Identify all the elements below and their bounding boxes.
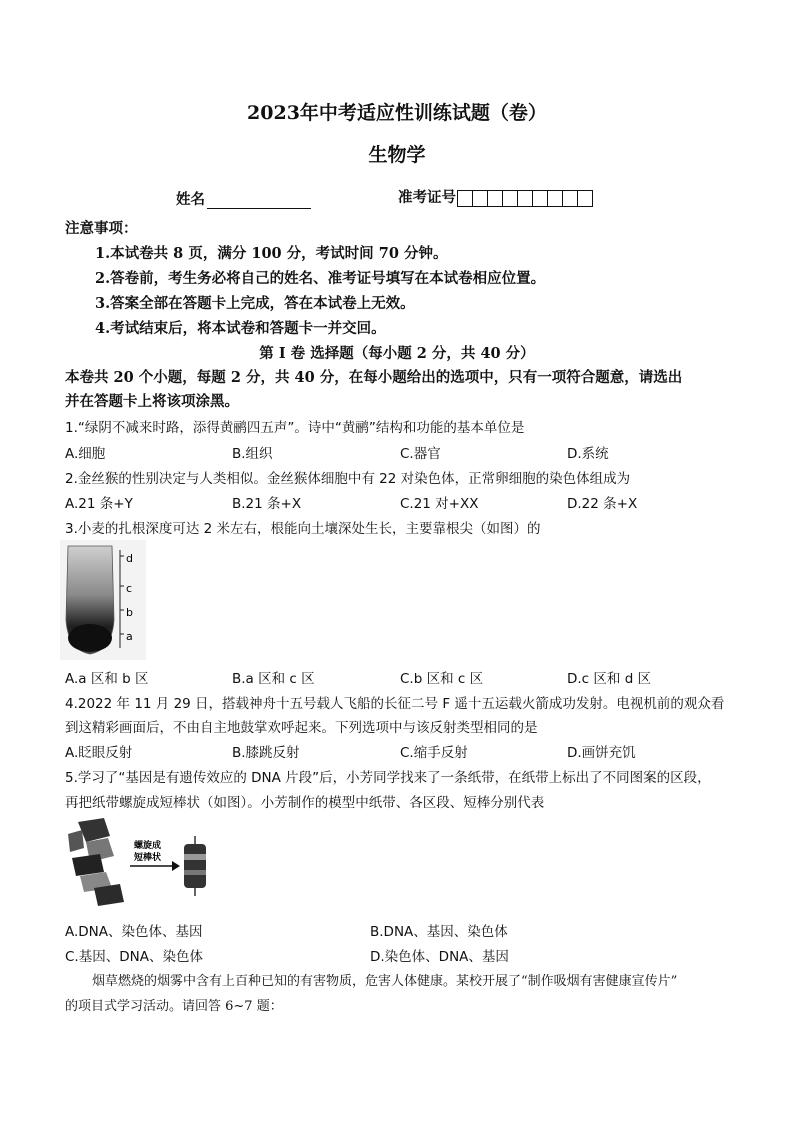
- exam-id-box: [502, 190, 518, 207]
- exam-id-boxes: [458, 190, 593, 207]
- option-a: A.细胞: [65, 446, 106, 462]
- short-rod: [184, 844, 206, 888]
- label-c: c: [126, 582, 133, 595]
- exam-id-field: [398, 186, 593, 207]
- exam-id-box: [547, 190, 563, 207]
- question-stem: 5.学习了“基因是有遗传效应的 DNA 片段”后，小芳同学找来了一条纸带，在纸带上标出了不同图案的区段，: [65, 770, 711, 786]
- section-title: 第 I 卷 选择题（每小题 2 分，共 40 分）: [259, 345, 535, 362]
- name-blank: [207, 194, 311, 209]
- note-item: 3.答案全部在答题卡上完成，答在本试卷上无效。: [95, 295, 415, 312]
- exam-id-label: 准考证号: [398, 189, 456, 206]
- question-stem: 4.2022 年 11 月 29 日，搭载神舟十五号载人飞船的长征二号 F 遥十五运载火箭成功发射。电视机前的观众看: [65, 696, 725, 712]
- option-b: B.组织: [232, 446, 273, 462]
- notes-heading: 注意事项：: [65, 220, 138, 237]
- exam-id-box: [487, 190, 503, 207]
- root-cap-dark: [68, 624, 112, 652]
- option-a: A.眨眼反射: [65, 745, 133, 761]
- option-c: C.缩手反射: [400, 745, 468, 761]
- exam-id-box: [532, 190, 548, 207]
- question-stem: 再把纸带螺旋成短棒状（如图）。小芳制作的模型中纸带、各区段、短棒分别代表: [65, 795, 545, 811]
- option-c: C.器官: [400, 446, 441, 462]
- root-tip-figure: [60, 540, 146, 660]
- label-a: a: [126, 630, 133, 643]
- figure-label: 螺旋成: [134, 841, 162, 851]
- exam-id-box: [472, 190, 488, 207]
- note-item: 1.本试卷共 8 页，满分 100 分，考试时间 70 分钟。: [95, 245, 448, 262]
- exam-id-box: [562, 190, 578, 207]
- option-c: C.21 对+XX: [400, 496, 479, 512]
- option-a: A.a 区和 b 区: [65, 671, 149, 687]
- section-instruction: 并在答题卡上将该项涂黑。: [65, 393, 239, 410]
- option-a: A.21 条+Y: [65, 496, 133, 512]
- note-item: 4.考试结束后，将本试卷和答题卡一并交回。: [95, 320, 386, 337]
- option-c: C.b 区和 c 区: [400, 671, 484, 687]
- question-stem: 2.金丝猴的性别决定与人类相似。金丝猴体细胞中有 22 对染色体，正常卵细胞的染色体组成为: [65, 471, 631, 487]
- question-stem: 1.“绿阴不减来时路，添得黄鹂四五声”。诗中“黄鹂”结构和功能的基本单位是: [65, 420, 525, 436]
- question-stem: 到这精彩画面后，不由自主地鼓掌欢呼起来。下列选项中与该反射类型相同的是: [65, 720, 538, 736]
- subject-title: 生物学: [368, 144, 426, 166]
- option-d: D.画饼充饥: [567, 745, 636, 761]
- option-d: D.22 条+X: [567, 496, 638, 512]
- figure-label: 短棒状: [134, 853, 162, 863]
- option-b: B.a 区和 c 区: [232, 671, 315, 687]
- label-b: b: [126, 606, 133, 619]
- option-d: D.c 区和 d 区: [567, 671, 652, 687]
- section-instruction: 本卷共 20 个小题，每题 2 分，共 40 分，在每小题给出的选项中，只有一项符合题意，请选出: [65, 369, 683, 386]
- label-d: d: [126, 552, 133, 565]
- option-d: D.染色体、DNA、基因: [370, 949, 509, 965]
- question-stem: 3.小麦的扎根深度可达 2 米左右，根能向土壤深处生长，主要靠根尖（如图）的: [65, 521, 541, 537]
- exam-id-box: [577, 190, 593, 207]
- option-b: B.膝跳反射: [232, 745, 300, 761]
- option-c: C.基因、DNA、染色体: [65, 949, 203, 965]
- note-item: 2.答卷前，考生务必将自己的姓名、准考证号填写在本试卷相应位置。: [95, 270, 546, 287]
- option-d: D.系统: [567, 446, 609, 462]
- option-b: B.DNA、基因、染色体: [370, 924, 508, 940]
- option-a: A.DNA、染色体、基因: [65, 924, 203, 940]
- exam-title: 2023年中考适应性训练试题（卷）: [247, 102, 547, 124]
- passage-text: 烟草燃烧的烟雾中含有上百种已知的有害物质，危害人体健康。某校开展了“制作吸烟有害健康宣传片”: [92, 974, 678, 989]
- exam-id-box: [457, 190, 473, 207]
- paper-strip-figure: [64, 814, 214, 910]
- name-label: 姓名: [176, 191, 205, 208]
- option-b: B.21 条+X: [232, 496, 302, 512]
- name-field: [176, 188, 311, 209]
- exam-id-box: [517, 190, 533, 207]
- passage-text: 的项目式学习活动。请回答 6~7 题：: [65, 999, 283, 1014]
